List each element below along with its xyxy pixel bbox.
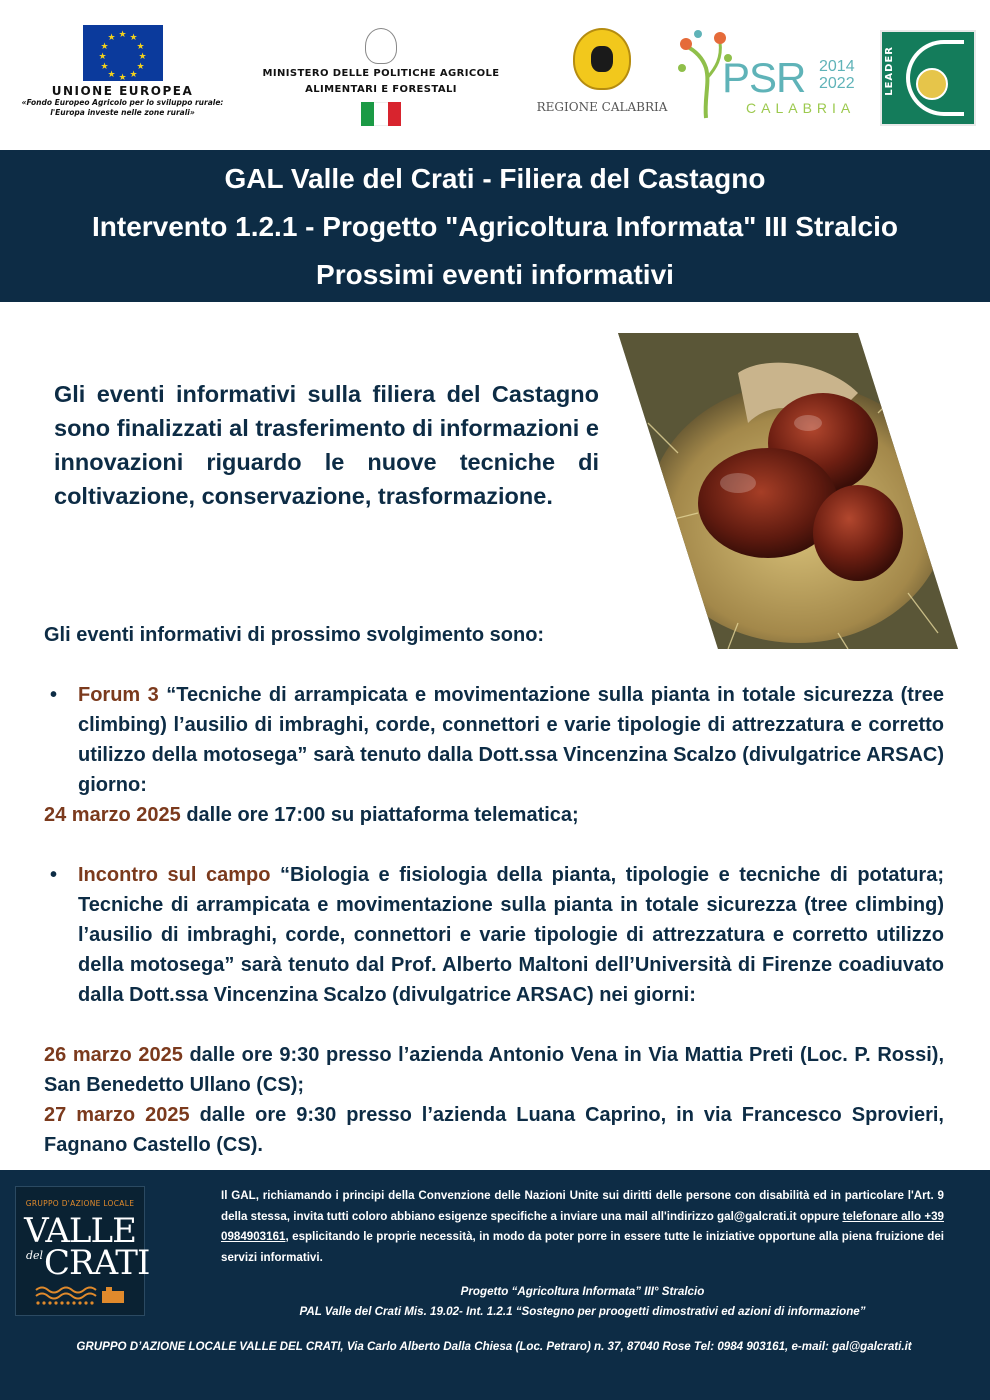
eu-flag-icon: ★ ★ ★ ★ ★ ★ ★ ★ ★ ★ ★ ★: [83, 25, 163, 81]
footer-address: GRUPPO D’AZIONE LOCALE VALLE DEL CRATI, Via Carlo Alberto Dalla Chiesa (Loc. Petraro) n. 37, 87040 Rose Tel: 0984 903161, e-mail: gal@galcrati.it: [76, 1340, 912, 1353]
regione-calabria-logo: [527, 28, 677, 114]
leader-title: LEADER: [884, 46, 895, 96]
event-date-2: 26 marzo 2025: [44, 1044, 183, 1066]
ministry-logo: [243, 28, 519, 126]
event-label-field: Incontro sul campo: [78, 864, 271, 886]
regione-title: REGIONE CALABRIA: [536, 100, 668, 114]
notice-text-b: , esplicitando le proprie necessità, in modo da poter porre in essere tutte le iniziative opportune alla piena fruizione dei servizi informativi.: [221, 1230, 944, 1264]
event-text-forum: “Tecniche di arrampicata e movimentazione sulla pianta in totale sicurezza (tree climbing) l’ausilio di imbraghi, corde, connettori e varie tipologie di attrezzatura e corretto utilizzo della motosega” sarà tenuto dalla Dott.ssa Vincenzina Scalzo (divulgatrice ARSAC) giorno:: [78, 684, 944, 796]
event-label-forum: Forum 3: [78, 684, 159, 706]
title-line-2: Intervento 1.2.1 - Progetto "Agricoltura Informata" III Stralcio: [91, 211, 899, 242]
event-date-3: 27 marzo 2025: [44, 1104, 190, 1126]
event-date-line-3: [44, 1100, 944, 1160]
leader-logo: [880, 30, 976, 126]
title-line-1: GAL Valle del Crati - Filiera del Castagno: [224, 163, 766, 194]
psr-years: [819, 58, 855, 92]
italian-emblem-icon: [365, 28, 397, 64]
chestnut-photo: [618, 333, 958, 649]
event-item-forum: [78, 680, 944, 800]
event-date-1: 24 marzo 2025: [44, 804, 181, 826]
leader-circle-icon: [916, 68, 948, 100]
event-item-field: [78, 860, 944, 1010]
gal-logo-valle: VALLE: [24, 1211, 136, 1251]
event-text-field: “Biologia e fisiologia della pianta, tipologie e tecniche di potatura; Tecniche di arrampicata e movimentazione sulla pianta in totale sicurezza (tree climbing) l’ausilio di imbraghi, corde, connettori e varie tipologie di attrezzatura e corretto utilizzo della motosega” sarà tenuto dal Prof. Alberto Maltoni dell’Università di Firenze coadiuvato dalla Dott.ssa Vincenzina Scalzo (divulgatrice ARSAC) nei giorni:: [78, 864, 944, 1006]
event-date-line-1: [44, 800, 944, 830]
ministry-title-1: MINISTERO DELLE POLITICHE AGRICOLE: [262, 68, 500, 79]
intro-paragraph: Gli eventi informativi sulla filiera del Castagno sono finalizzati al trasferimento di informazioni e innovazioni riguardo le nuove tecniche di coltivazione, conservazione, trasformazione.: [54, 381, 599, 509]
gal-logo-del: del: [26, 1249, 44, 1262]
event-date-line-2: [44, 1040, 944, 1100]
title-band: [0, 150, 990, 302]
logo-strip: [0, 0, 990, 150]
title-line-3: Prossimi eventi informativi: [316, 259, 674, 290]
project-line-1: Progetto “Agricoltura Informata” III° Stralcio: [460, 1285, 705, 1298]
psr-logo: [676, 28, 876, 120]
project-line-2: PAL Valle del Crati Mis. 19.02- Int. 1.2.1 “Sostegno per proogetti dimostrativi ed azioni di informazione”: [299, 1305, 866, 1318]
gal-valle-crati-logo: [15, 1186, 150, 1316]
footer: [0, 1170, 990, 1400]
event-date-2-text: dalle ore 9:30 presso l’azienda Antonio Vena in Via Mattia Preti (Loc. P. Rossi), San Benedetto Ullano (CS);: [44, 1044, 945, 1096]
psr-year-end: 2022: [819, 75, 855, 92]
psr-year-start: 2014: [819, 58, 855, 75]
eu-subtitle-2: l'Europa investe nelle zone rurali»: [50, 108, 195, 117]
chestnut-image-icon: [618, 333, 958, 649]
gal-wave-icon: [34, 1285, 128, 1307]
italian-flag-icon: [361, 102, 401, 126]
psr-title: PSR: [722, 54, 806, 101]
event-date-3-text: dalle ore 9:30 presso l’azienda Luana Caprino, in via Francesco Sprovieri, Fagnano Castello (CS).: [44, 1104, 944, 1156]
accessibility-notice: [221, 1186, 944, 1268]
gal-logo-top: GRUPPO D'AZIONE LOCALE: [25, 1199, 135, 1208]
notice-text-a: Il GAL, richiamando i principi della Convenzione delle Nazioni Unite sui diritti delle persone con disabilità ed in particolare l'Art. 9 della stessa, invita tutti coloro abbiano esigenze specifiche a inviare una mail all'indirizzo gal@galcrati.it oppure: [221, 1189, 944, 1223]
eu-subtitle-1: «Fondo Europeo Agricolo per lo sviluppo rurale:: [21, 98, 224, 107]
eu-title: UNIONE EUROPEA: [51, 84, 194, 98]
regione-shield-icon: [573, 28, 631, 90]
events-lead: Gli eventi informativi di prossimo svolgimento sono:: [44, 624, 545, 646]
gal-logo-crati: CRATI: [44, 1243, 150, 1283]
event-date-1-text: dalle ore 17:00 su piattaforma telematica;: [180, 804, 579, 826]
eu-logo: [5, 25, 240, 118]
psr-region: CALABRIA: [746, 100, 856, 116]
ministry-title-2: ALIMENTARI E FORESTALI: [305, 84, 457, 95]
phone-link[interactable]: telefonare allo +39 0984903161: [221, 1209, 944, 1243]
